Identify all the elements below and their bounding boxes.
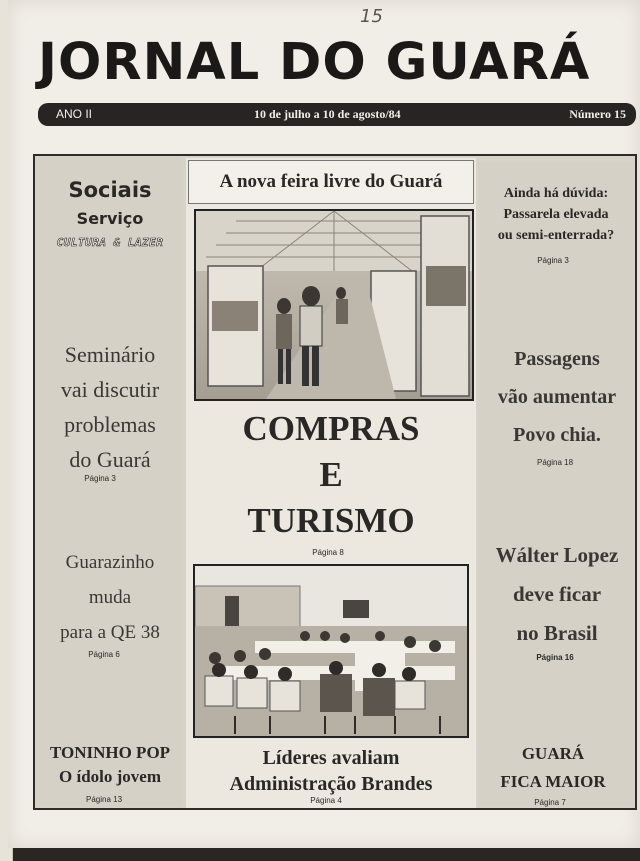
page-ref-seminario: Página 3 (84, 474, 116, 483)
compras-turismo-headline (188, 406, 474, 544)
headline-line: Guarazinho (65, 552, 155, 573)
page-ref-lideres: Página 4 (310, 796, 342, 805)
page-ref-passarela: Página 3 (537, 256, 569, 265)
walter-headline (480, 536, 634, 653)
headline-line: FICA MAIOR (500, 772, 606, 791)
guarazinho-headline (38, 545, 182, 650)
cultura-lazer-heading: CULTURA & LAZER (56, 236, 164, 249)
page-ref-guara: Página 7 (534, 798, 566, 807)
headline-line: Líderes avaliam (262, 747, 400, 769)
headline-line: Seminário (64, 342, 156, 367)
guara-maior-headline (480, 740, 626, 796)
headline-line: no Brasil (516, 621, 598, 645)
page-ref-turismo: Página 8 (312, 548, 344, 557)
lideres-headline (188, 745, 474, 797)
market-photo (194, 209, 474, 401)
headline-line: Ainda há dúvida: (503, 186, 609, 201)
headline-line: vão aumentar (497, 386, 617, 408)
issue-date: 10 de julho a 10 de agosto/84 (254, 107, 401, 121)
meeting-photo-illustration (195, 566, 467, 736)
headline-line: COMPRAS (242, 409, 420, 448)
headline-line: TONINHO POP (49, 743, 171, 762)
headline-line: Povo chia. (513, 424, 601, 446)
headline-line: Passagens (514, 348, 600, 370)
passagens-headline (480, 340, 634, 454)
headline-line: E (319, 455, 343, 494)
sociais-heading: Sociais (68, 178, 152, 202)
toninho-headline (38, 741, 182, 789)
market-photo-illustration (196, 211, 472, 399)
headline-line: O ídolo jovem (59, 767, 161, 786)
headline-line: TURISMO (247, 501, 415, 540)
headline-line: para a QE 38 (60, 622, 160, 643)
headline-line: ou semi-enterrada? (497, 228, 615, 243)
seminario-headline (40, 337, 180, 477)
headline-line: GUARÁ (521, 744, 585, 763)
headline-line: deve ficar (512, 582, 602, 606)
issue-year: ANO II (56, 107, 93, 121)
headline-line: Wálter Lopez (495, 543, 619, 567)
headline-line: Administração Brandes (229, 773, 433, 795)
meeting-photo (193, 564, 469, 738)
page-ref-passagens: Página 18 (536, 458, 574, 467)
page-ref-walter: Página 16 (536, 653, 574, 662)
page-ref-guarazinho: Página 6 (88, 650, 120, 659)
headline-line: muda (88, 587, 132, 608)
passarela-headline (480, 183, 632, 246)
issue-info-bar (38, 103, 636, 126)
feira-headline: A nova feira livre do Guará (219, 171, 443, 192)
servico-heading: Serviço (76, 209, 144, 228)
page-ref-toninho: Página 13 (85, 795, 123, 804)
headline-line: problemas (64, 412, 156, 437)
issue-number: Número 15 (569, 107, 626, 121)
masthead-title: JORNAL DO GUARÁ (38, 33, 591, 92)
headline-line: vai discutir (60, 377, 160, 402)
handwritten-page-number: 15 (360, 6, 383, 27)
headline-line: Passarela elevada (503, 207, 609, 222)
headline-line: do Guará (69, 447, 151, 472)
